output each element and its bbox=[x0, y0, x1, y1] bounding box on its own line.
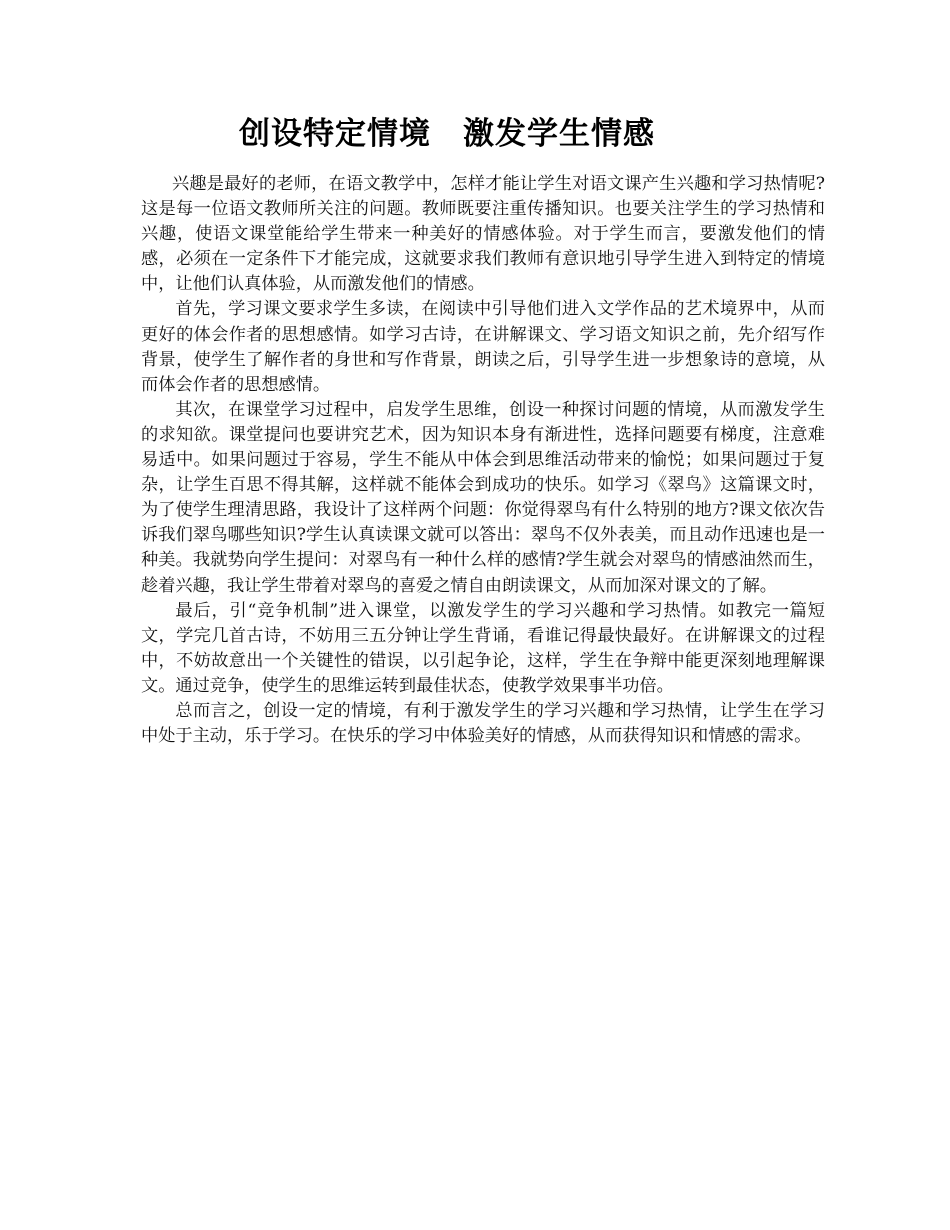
paragraph-intro: 兴趣是最好的老师，在语文教学中，怎样才能让学生对语文课产生兴趣和学习热情呢?这是每一位语文教师所关注的问题。教师既要注重传播知识。也要关注学生的学习热情和兴趣，使语文课堂能给学生带来一种美好的情感体验。对于学生而言，要激发他们的情感，必须在一定条件下才能完成，这就要求我们教师有意识地引导学生进入到特定的情境中，让他们认真体验，从而激发他们的情感。 bbox=[141, 174, 825, 295]
paragraph-conclusion: 总而言之，创设一定的情境，有利于激发学生的学习兴趣和学习热情，让学生在学习中处于主动，乐于学习。在快乐的学习中体验美好的情感，从而获得知识和情感的需求。 bbox=[141, 700, 825, 747]
paragraph-second-point: 其次，在课堂学习过程中，启发学生思维，创设一种探讨问题的情境，从而激发学生的求知欲。课堂提问也要讲究艺术，因为知识本身有渐进性，选择问题要有梯度，注意难易适中。如果问题过于容易，学生不能从中体会到思维活动带来的愉悦；如果问题过于复杂，让学生百思不得其解，这样就不能体会到成功的快乐。如学习《翠鸟》这篇课文时，为了使学生理清思路，我设计了这样两个问题：你觉得翠鸟有什么特别的地方?课文依次告诉我们翠鸟哪些知识?学生认真读课文就可以答出：翠鸟不仅外表美，而且动作迅速也是一种美。我就势向学生提问：对翠鸟有一种什么样的感情?学生就会对翠鸟的情感油然而生，趁着兴趣，我让学生带着对翠鸟的喜爱之情自由朗读课文，从而加深对课文的了解。 bbox=[141, 399, 825, 596]
paragraph-third-point: 最后，引“竞争机制”进入课堂，以激发学生的学习兴趣和学习热情。如教完一篇短文，学完几首古诗，不妨用三五分钟让学生背诵，看谁记得最快最好。在讲解课文的过程中，不妨故意出一个关键性的错误，以引起争论，这样，学生在争辩中能更深刻地理解课文。通过竞争，使学生的思维运转到最佳状态，使教学效果事半功倍。 bbox=[141, 600, 825, 696]
document-body bbox=[141, 172, 825, 749]
paragraph-first-point: 首先，学习课文要求学生多读，在阅读中引导他们进入文学作品的艺术境界中，从而更好的体会作者的思想感情。如学习古诗，在讲解课文、学习语文知识之前，先介绍写作背景，使学生了解作者的身世和写作背景，朗读之后，引导学生进一步想象诗的意境，从而体会作者的思想感情。 bbox=[141, 299, 825, 395]
document-title: 创设特定情境 激发学生情感 bbox=[239, 116, 655, 152]
